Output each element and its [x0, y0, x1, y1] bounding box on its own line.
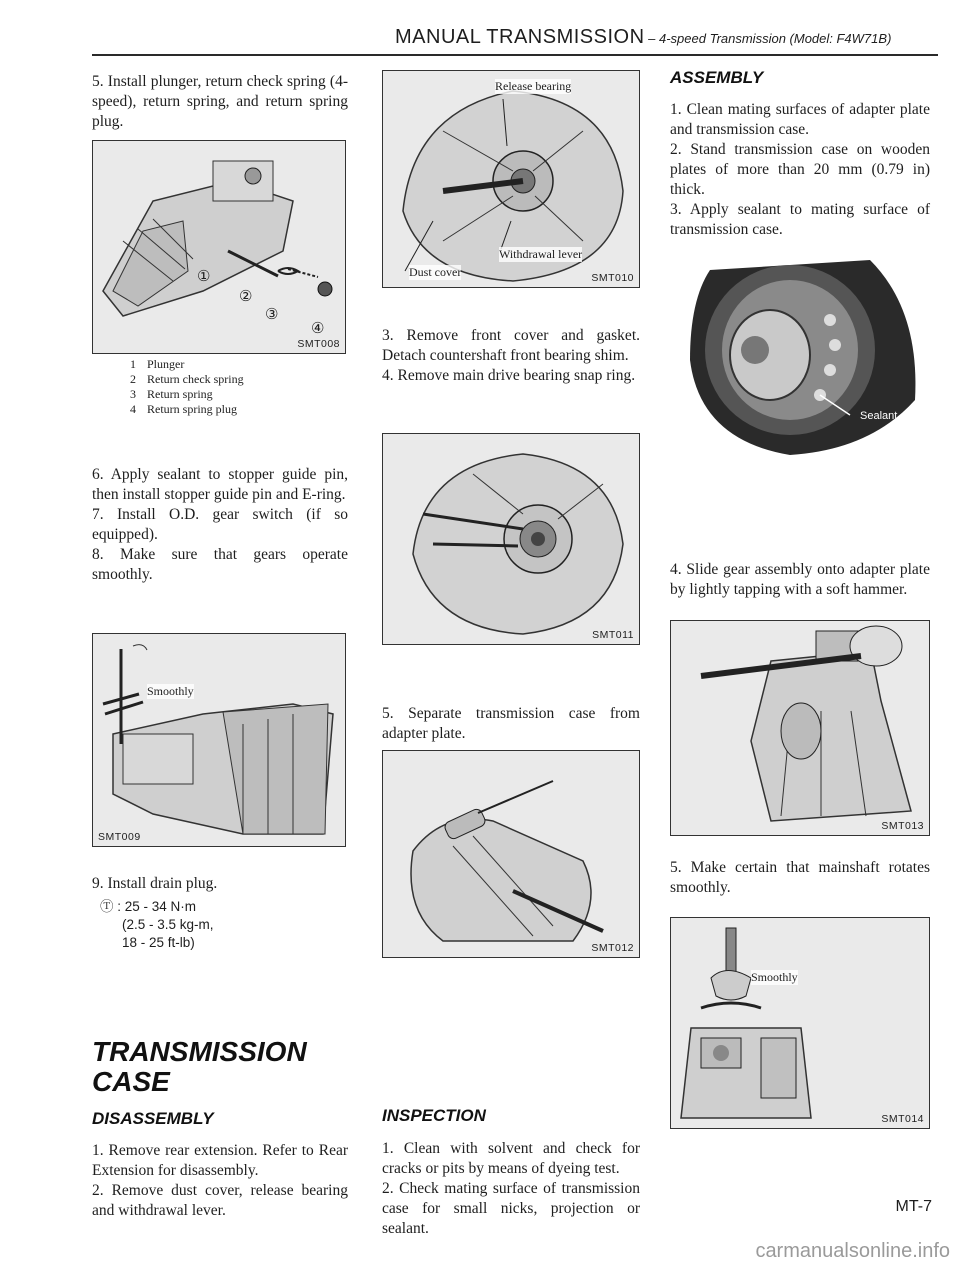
col2-inspection-steps [382, 1139, 640, 1239]
release-bearing-label: Release bearing [495, 79, 572, 93]
legend-item: 4 Return spring plug [130, 402, 237, 416]
figure-id: SMT010 [591, 272, 634, 284]
page-header [395, 26, 935, 49]
transmission-case-sealant-photo [670, 250, 928, 460]
withdrawal-lever-label: Withdrawal lever [499, 247, 583, 261]
smoothly-label: Smoothly [147, 684, 194, 698]
col1-steps-6-8 [92, 465, 348, 585]
transmission-plunger-illustration [93, 141, 345, 353]
assembly-step-1: 1. Clean mating surfaces of adapter plate and transmission case. [670, 101, 930, 138]
col3-step5: 5. Make certain that mainshaft rotates smoothly. [670, 859, 930, 896]
figure-smt011 [382, 433, 640, 645]
figure-smt008 [92, 140, 346, 354]
col1-step5: 5. Install plunger, return check spring (4-speed), return spring, and return spring plug. [92, 73, 348, 130]
col3-step4: 4. Slide gear assembly onto adapter plate by lightly tapping with a soft hammer. [670, 561, 930, 598]
figure-legend [130, 357, 244, 417]
col1-step9: 9. Install drain plug. [92, 875, 218, 892]
inspection-step-1: 1. Clean with solvent and check for cracks or pits by means of dyeing test. [382, 1140, 640, 1177]
col2-steps-3-4 [382, 326, 640, 386]
header-title: MANUAL TRANSMISSION [395, 26, 645, 48]
callout-3: ③ [265, 307, 279, 323]
inspection-step-2: 2. Check mating surface of transmission case for small nicks, projection or sealant. [382, 1180, 640, 1237]
assembly-step-3: 3. Apply sealant to mating surface of transmission case. [670, 201, 930, 238]
figure-smt010 [382, 70, 640, 288]
figure-smt014 [670, 917, 930, 1129]
header-rule [92, 54, 938, 56]
legend-item: 2 Return check spring [130, 372, 244, 386]
figure-id: SMT012 [591, 942, 634, 954]
dust-cover-label: Dust cover [409, 265, 462, 279]
sealant-label: Sealant [860, 410, 898, 422]
page-number: MT-7 [895, 1198, 932, 1215]
subsection-inspection: INSPECTION [382, 1106, 486, 1125]
step-3: 3. Remove front cover and gasket. Detach countershaft front bearing shim. [382, 327, 640, 364]
smoothly-label: Smoothly [751, 970, 798, 984]
assembly-step-2: 2. Stand transmission case on wooden plates of more than 20 mm (0.79 in) thick. [670, 141, 930, 198]
col3-assembly-steps [670, 100, 930, 240]
mainshaft-rotation-illustration [671, 918, 929, 1128]
header-subtitle: – 4-speed Transmission (Model: F4W71B) [644, 31, 892, 46]
section-title: TRANSMISSION CASE [92, 1036, 307, 1097]
callout-1: ① [197, 269, 211, 285]
case-separation-illustration [383, 751, 639, 957]
col2-step5: 5. Separate transmission case from adapter plate. [382, 705, 640, 742]
gear-operation-illustration [93, 634, 345, 846]
figure-sealant [670, 250, 928, 460]
callout-2: ② [239, 289, 253, 305]
figure-smt013 [670, 620, 930, 836]
callout-4: ④ [311, 321, 325, 337]
legend-item: 3 Return spring [130, 387, 213, 401]
step-8: 8. Make sure that gears operate smoothly. [92, 546, 348, 583]
disassembly-step-2: 2. Remove dust cover, release bearing and withdrawal lever. [92, 1182, 348, 1219]
figure-id: SMT013 [881, 820, 924, 832]
gear-assembly-tapping-illustration [671, 621, 929, 835]
watermark: carmanualsonline.info [755, 1240, 950, 1262]
figure-id: SMT014 [881, 1113, 924, 1125]
figure-smt012 [382, 750, 640, 958]
figure-id: SMT009 [98, 831, 141, 843]
legend-item: 1 Plunger [130, 357, 185, 371]
step-4: 4. Remove main drive bearing snap ring. [382, 367, 636, 384]
snap-ring-illustration [383, 434, 639, 644]
col1-disassembly-steps [92, 1141, 348, 1221]
figure-id: SMT008 [297, 338, 340, 350]
subsection-disassembly: DISASSEMBLY [92, 1109, 214, 1128]
figure-smt009 [92, 633, 346, 847]
subsection-assembly: ASSEMBLY [670, 68, 764, 87]
step-7: 7. Install O.D. gear switch (if so equipped). [92, 506, 348, 543]
step-6: 6. Apply sealant to stopper guide pin, then install stopper guide pin and E-ring. [92, 466, 348, 503]
disassembly-step-1: 1. Remove rear extension. Refer to Rear Extension for disassembly. [92, 1142, 348, 1179]
figure-id: SMT011 [592, 629, 634, 641]
torque-spec: Ⓣ : 25 - 34 N·m (2.5 - 3.5 kg-m, 18 - 25 ft-lb) [100, 899, 214, 950]
torque-icon: Ⓣ [100, 899, 114, 914]
